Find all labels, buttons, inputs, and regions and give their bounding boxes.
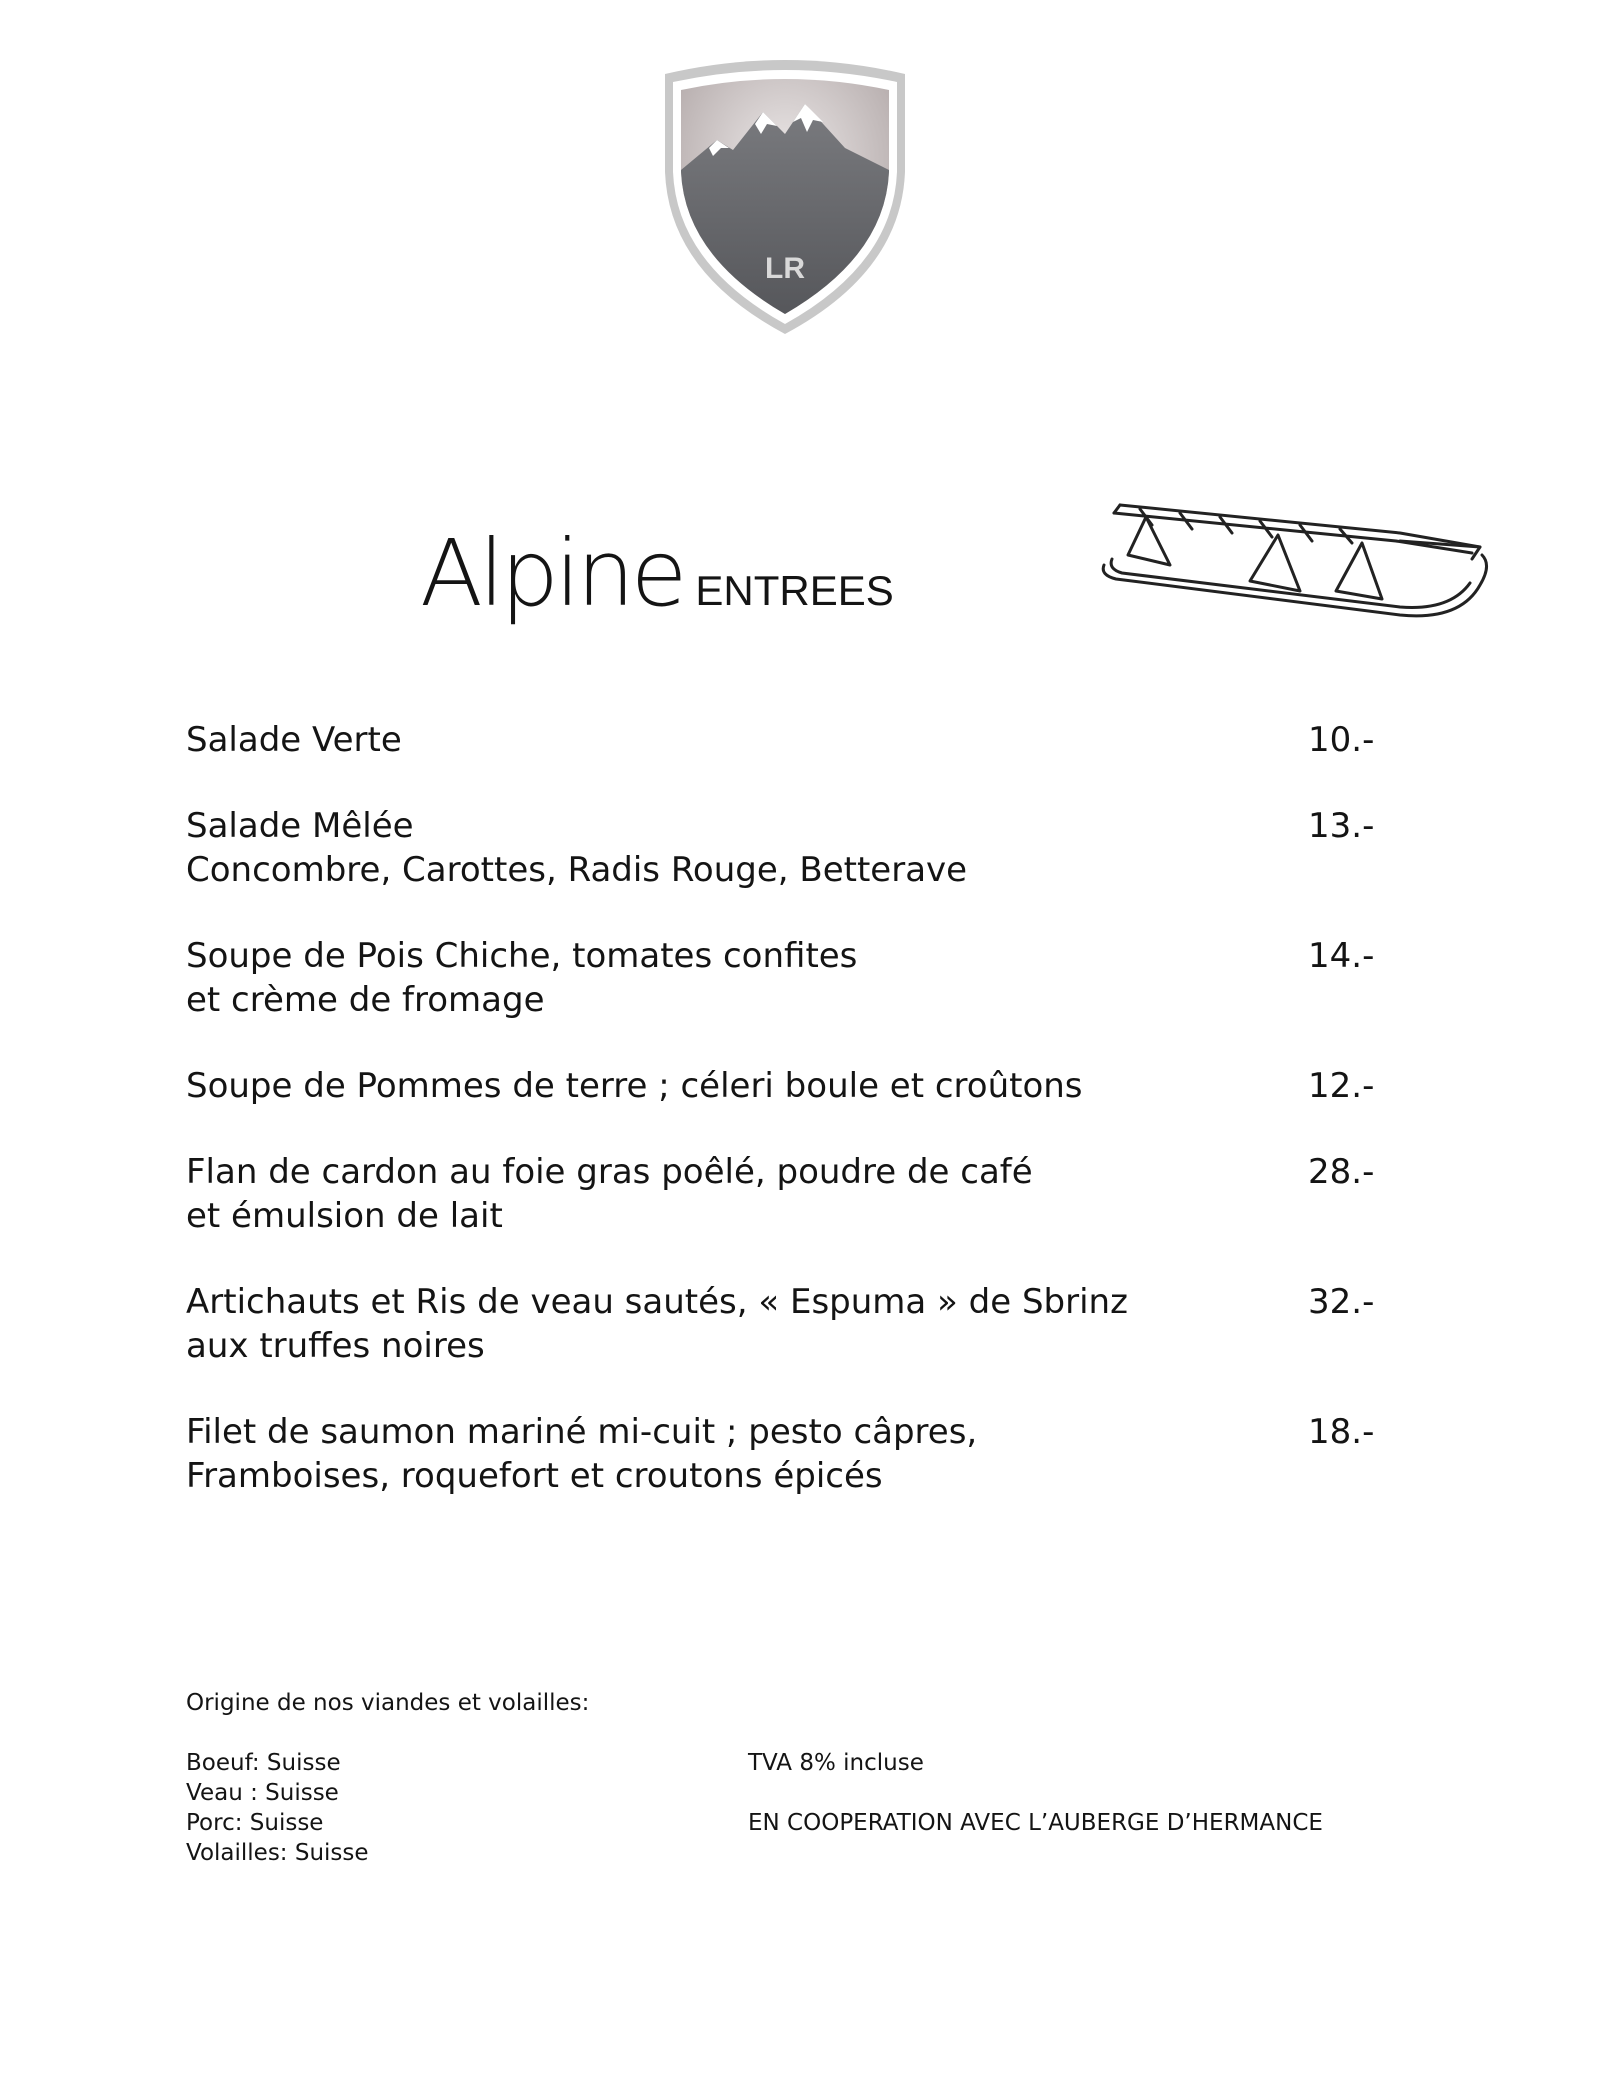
menu-item-price: 18.- (1308, 1412, 1375, 1452)
origin-title: Origine de nos viandes et volailles: (186, 1690, 590, 1716)
mountain-shield-logo (655, 52, 915, 342)
menu-item-line: Salade Verte (186, 720, 402, 760)
menu-item-description (186, 1064, 1276, 1108)
menu-item-line: Concombre, Carottes, Radis Rouge, Betterave (186, 850, 968, 890)
menu-item (186, 718, 1446, 762)
logo-monogram: LR (765, 252, 805, 285)
menu-item-price: 14.- (1308, 936, 1375, 976)
menu-item (186, 804, 1446, 892)
menu-item-price: 32.- (1308, 1282, 1375, 1322)
menu-item-line: aux truffes noires (186, 1326, 485, 1366)
origin-line: Porc: Suisse (186, 1810, 324, 1836)
menu-item (186, 934, 1446, 1022)
section-title: ENTREES (695, 567, 894, 614)
menu-item-line: Flan de cardon au foie gras poêlé, poudre de café (186, 1152, 1033, 1192)
menu-item-line: Framboises, roquefort et croutons épicés (186, 1456, 883, 1496)
menu-item-description (186, 934, 1276, 1022)
menu-item-description (186, 1410, 1276, 1498)
cooperation-note: EN COOPERATION AVEC L’AUBERGE D’HERMANCE (748, 1810, 1323, 1836)
menu-item-price: 10.- (1308, 720, 1375, 760)
menu-heading (420, 520, 894, 627)
vat-note: TVA 8% incluse (748, 1750, 924, 1776)
menu-item-line: Salade Mêlée (186, 806, 414, 846)
menu-item-price: 13.- (1308, 806, 1375, 846)
brand-title: Alpine (420, 520, 684, 627)
menu-item-description (186, 1280, 1276, 1368)
menu-item-line: et émulsion de lait (186, 1196, 503, 1236)
menu-item-description (186, 718, 1276, 762)
sled-drawing-icon (1100, 495, 1500, 645)
menu-item-line: Artichauts et Ris de veau sautés, « Espuma » de Sbrinz (186, 1282, 1128, 1322)
menu-item-price: 12.- (1308, 1066, 1375, 1106)
footer-notes (748, 1748, 1323, 1838)
menu-item (186, 1280, 1446, 1368)
origin-line: Volailles: Suisse (186, 1840, 369, 1866)
menu-item-description (186, 804, 1276, 892)
menu-item (186, 1410, 1446, 1498)
meat-origin-info (186, 1688, 589, 1868)
menu-item (186, 1150, 1446, 1238)
menu-item-line: Filet de saumon mariné mi-cuit ; pesto câpres, (186, 1412, 978, 1452)
menu-item-price: 28.- (1308, 1152, 1375, 1192)
menu-item-line: et crème de fromage (186, 980, 545, 1020)
menu-item-description (186, 1150, 1276, 1238)
menu-item (186, 1064, 1446, 1108)
menu-item-line: Soupe de Pois Chiche, tomates confites (186, 936, 858, 976)
origin-line: Veau : Suisse (186, 1780, 339, 1806)
origin-line: Boeuf: Suisse (186, 1750, 341, 1776)
menu-item-line: Soupe de Pommes de terre ; céleri boule et croûtons (186, 1066, 1083, 1106)
menu-list (186, 718, 1446, 1498)
